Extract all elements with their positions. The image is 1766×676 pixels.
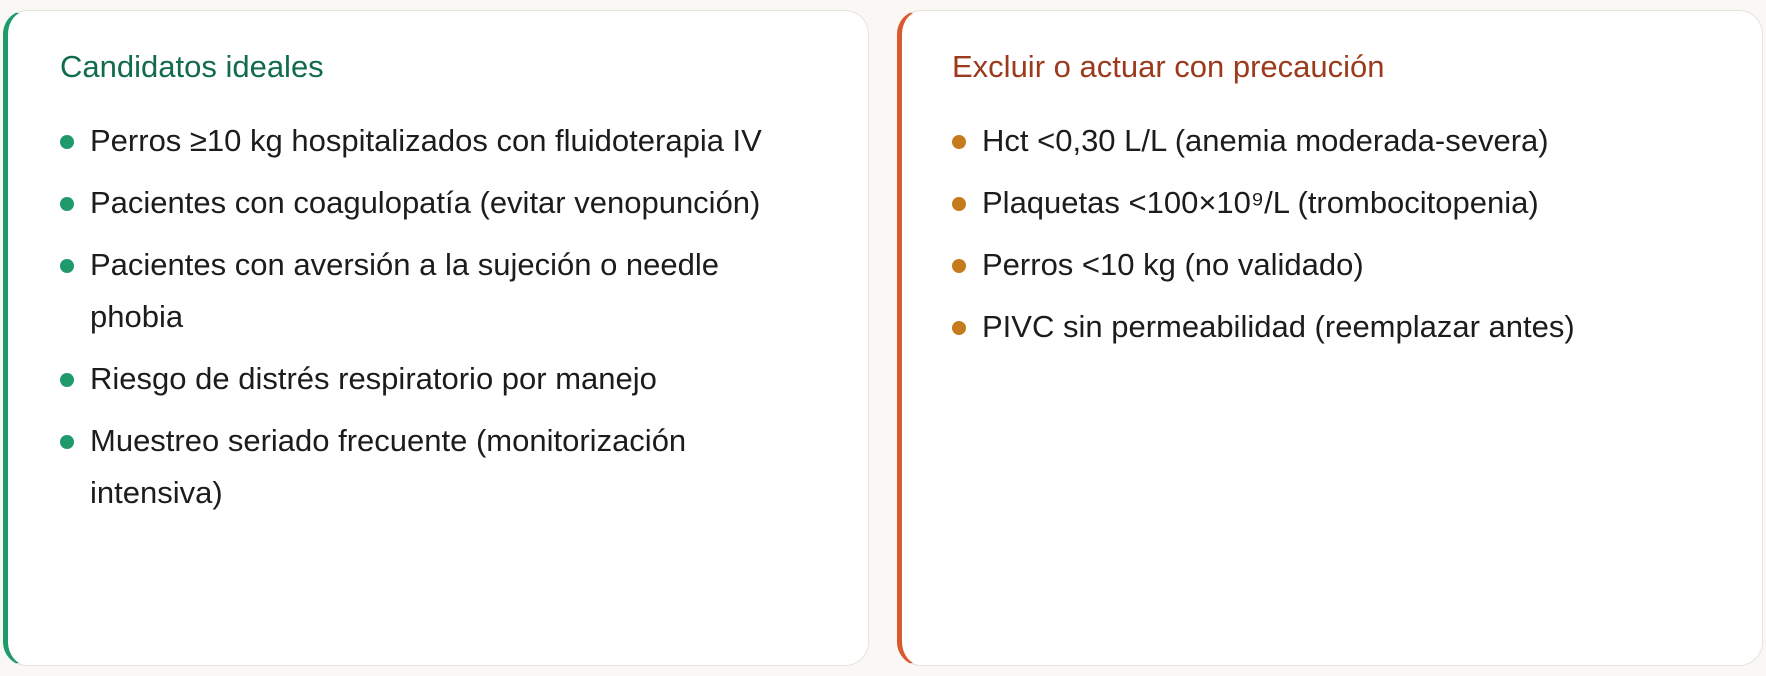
list-item [952, 115, 1742, 167]
list-item [60, 115, 820, 167]
list-item [60, 177, 820, 229]
bullet-icon [60, 197, 74, 211]
candidates-list [60, 115, 820, 529]
list-item-text: Muestreo seriado frecuente (monitorización intensiva) [90, 423, 687, 510]
exclusions-card [897, 10, 1763, 666]
list-item [952, 239, 1742, 291]
bullet-icon [60, 135, 74, 149]
exclusions-title: Excluir o actuar con precaución [952, 49, 1385, 84]
bullet-icon [60, 373, 74, 387]
list-item-text: Hct <0,30 L/L (anemia moderada-severa) [982, 123, 1549, 158]
list-item-text: Riesgo de distrés respiratorio por manejo [90, 361, 657, 396]
list-item-text: Pacientes con aversión a la sujeción o needle phobia [90, 247, 720, 334]
list-item-text: Pacientes con coagulopatía (evitar venopunción) [90, 185, 761, 220]
bullet-icon [952, 135, 966, 149]
list-item [952, 301, 1742, 353]
list-item [60, 353, 820, 405]
exclusions-list [952, 115, 1742, 363]
bullet-icon [952, 259, 966, 273]
bullet-icon [952, 321, 966, 335]
bullet-icon [60, 259, 74, 273]
list-item-text: PIVC sin permeabilidad (reemplazar antes) [982, 309, 1575, 344]
list-item [60, 415, 820, 519]
candidates-card [3, 10, 869, 666]
candidates-title: Candidatos ideales [60, 49, 324, 84]
list-item-text: Plaquetas <100×10⁹/L (trombocitopenia) [982, 185, 1539, 220]
list-item [952, 177, 1742, 229]
list-item-text: Perros <10 kg (no validado) [982, 247, 1364, 282]
bullet-icon [60, 435, 74, 449]
list-item [60, 239, 820, 343]
list-item-text: Perros ≥10 kg hospitalizados con fluidoterapia IV [90, 123, 762, 158]
bullet-icon [952, 197, 966, 211]
